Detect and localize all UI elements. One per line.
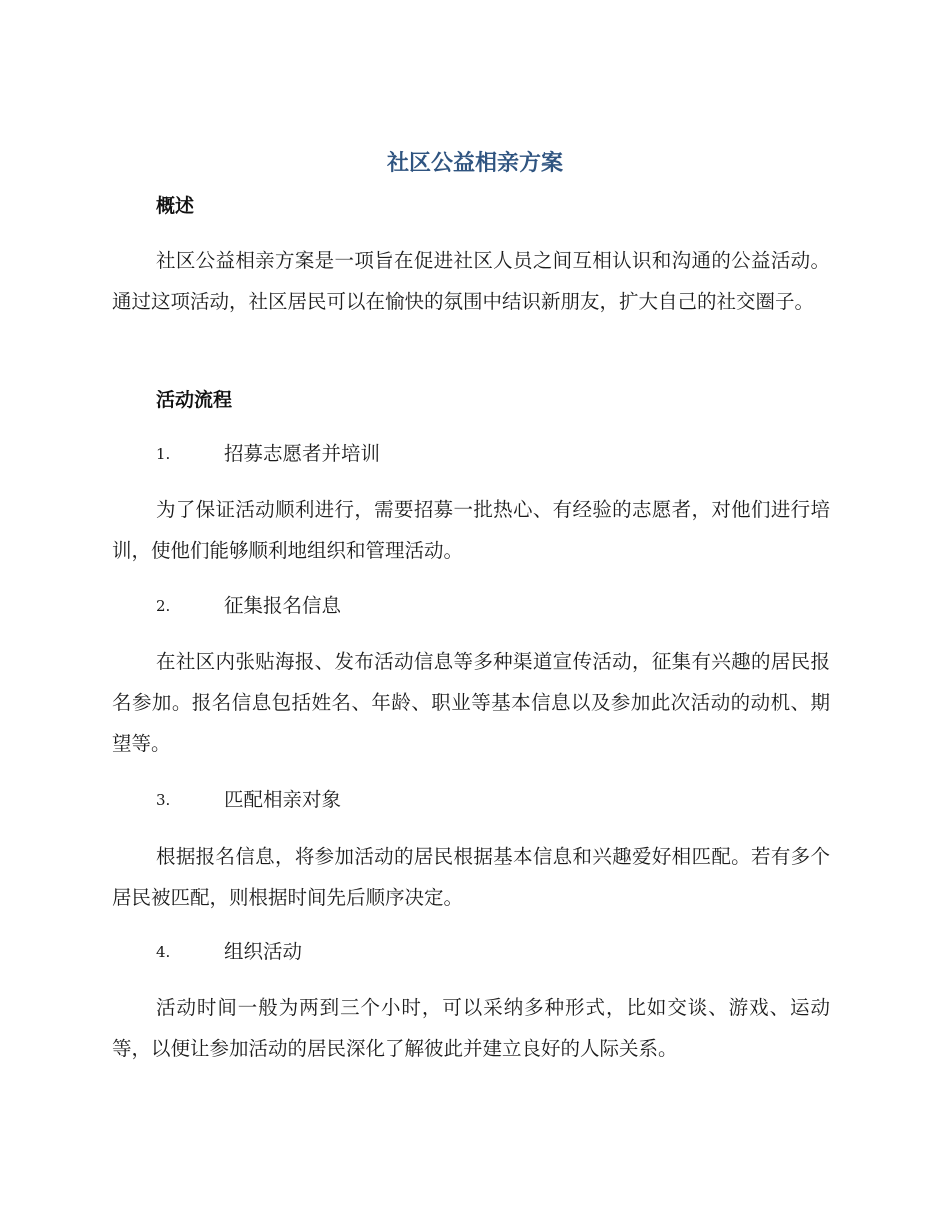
- section-heading-process: 活动流程: [156, 389, 233, 411]
- step-number: 2.: [156, 597, 171, 615]
- step-paragraph-2: 在社区内张贴海报、发布活动信息等多种渠道宣传活动，征集有兴趣的居民报名参加。报名信息包括姓名、年龄、职业等基本信息以及参加此次活动的动机、期望等。: [112, 650, 830, 755]
- step-number: 4.: [156, 943, 171, 961]
- step-label: 征集报名信息: [224, 594, 342, 617]
- document-title: 社区公益相亲方案: [386, 151, 563, 176]
- step-label: 招募志愿者并培训: [224, 442, 381, 465]
- step-number: 3.: [156, 791, 171, 809]
- step-label: 匹配相亲对象: [224, 788, 342, 811]
- step-paragraph-4: 活动时间一般为两到三个小时，可以采纳多种形式，比如交谈、游戏、运动等，以便让参加活动的居民深化了解彼此并建立良好的人际关系。: [112, 996, 830, 1060]
- step-paragraph-1: 为了保证活动顺利进行，需要招募一批热心、有经验的志愿者，对他们进行培训，使他们能够顺利地组织和管理活动。: [112, 498, 830, 562]
- section-heading-overview: 概述: [156, 195, 195, 217]
- step-paragraph-3: 根据报名信息，将参加活动的居民根据基本信息和兴趣爱好相匹配。若有多个居民被匹配，则根据时间先后顺序决定。: [112, 845, 830, 909]
- step-label: 组织活动: [224, 940, 303, 963]
- overview-paragraph: 社区公益相亲方案是一项旨在促进社区人员之间互相认识和沟通的公益活动。通过这项活动，社区居民可以在愉快的氛围中结识新朋友，扩大自己的社交圈子。: [112, 249, 830, 313]
- step-number: 1.: [156, 445, 171, 463]
